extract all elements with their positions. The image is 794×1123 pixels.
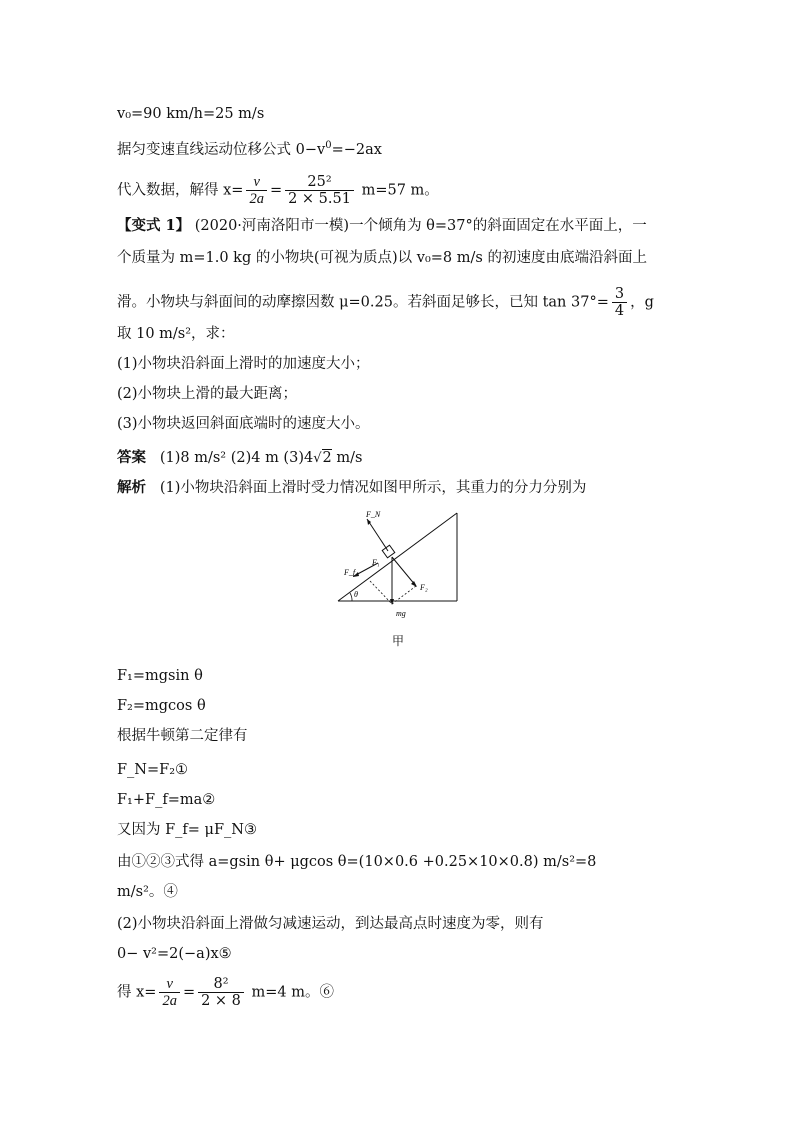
label-f2: F₂	[420, 583, 428, 592]
eq-6: 得 x= $\frac{v}{2a}$ = $\frac{\text{8²}}{2 \times 8}$ m=4 m。⑥	[117, 976, 335, 1009]
incline-hypotenuse	[338, 513, 457, 601]
incline-force-diagram	[330, 505, 470, 625]
line-problem-3: 滑。小物块与斜面间的动摩擦因数 μ=0.25。若斜面足够长，已知 tan 37°= $\frac{3}{4}$ ，g	[117, 286, 654, 319]
fraction-v-2a: $\frac{v}{2a}$	[246, 174, 267, 207]
answer-line: 答案 (1)8 m/s² (2)4 m (3)4√2 m/s	[117, 449, 363, 466]
eq-2: F₁+F_f=ma②	[117, 792, 216, 808]
line-substitute: 代入数据，解得 x= $\frac{v}{2a}$ = $\frac{\text{25²}}{2 \times 5.51}$ m=57 m。	[117, 174, 439, 207]
analysis-line: 解析 (1)小物块沿斜面上滑时受力情况如图甲所示，其重力的分力分别为	[117, 479, 587, 496]
question-3: (3)小物块返回斜面底端时的速度大小。	[117, 416, 370, 432]
eq-1: F_N=F₂①	[117, 762, 189, 778]
line-problem-2: 个质量为 m=1.0 kg 的小物块(可视为质点)以 v₀=8 m/s 的初速度由底端沿斜面上	[117, 250, 647, 266]
label-theta: θ	[354, 590, 358, 599]
label-ff: F_f	[344, 568, 356, 577]
eq-5: 0− v²=2(−a)x⑤	[117, 946, 232, 962]
f2-arrowhead	[411, 581, 417, 587]
eq-3: 又因为 F_f= μF_N③	[117, 822, 257, 838]
figure-caption: 甲	[392, 634, 405, 648]
eq-4: 由①②③式得 a=gsin θ+ μgcos θ=(10×0.6 +0.25×10×0.8) m/s²=8	[117, 854, 597, 870]
fraction-3-4: $\frac{3}{4}$	[612, 286, 627, 319]
fraction-8sq: $\frac{\text{8²}}{2 \times 8}$	[198, 976, 244, 1009]
eq-f1: F₁=mgsin θ	[117, 668, 203, 684]
question-2: (2)小物块上滑的最大距离；	[117, 386, 298, 402]
line-problem-4: 取 10 m/s²，求：	[117, 326, 235, 342]
block	[382, 545, 395, 558]
eq-f2: F₂=mgcos θ	[117, 698, 206, 714]
eq-4-cont: m/s²。④	[117, 884, 178, 900]
label-f1: F₁	[372, 558, 380, 567]
newton-text: 根据牛顿第二定律有	[117, 728, 248, 744]
f2-arrow	[392, 557, 416, 586]
line-v0: v₀=90 km/h=25 m/s	[117, 106, 265, 122]
fn-arrow	[367, 519, 388, 551]
part-2-text: (2)小物块沿斜面上滑做匀减速运动，到达最高点时速度为零，则有	[117, 916, 544, 932]
question-1: (1)小物块沿斜面上滑时的加速度大小；	[117, 356, 370, 372]
line-formula: 据匀变速直线运动位移公式 $0-v^0=-2ax$	[117, 140, 382, 158]
fraction-25sq: $\frac{\text{25²}}{2 \times 5.51}$	[285, 174, 354, 207]
label-fn: F_N	[366, 510, 381, 519]
fraction-v-2a-2: $\frac{v}{2a}$	[159, 976, 180, 1009]
theta-arc	[350, 593, 352, 601]
line-variant: 【变式 1】 (2020·河南洛阳市一模)一个倾角为 θ=37°的斜面固定在水平面上，一	[117, 217, 647, 234]
label-mg: mg	[396, 609, 406, 618]
